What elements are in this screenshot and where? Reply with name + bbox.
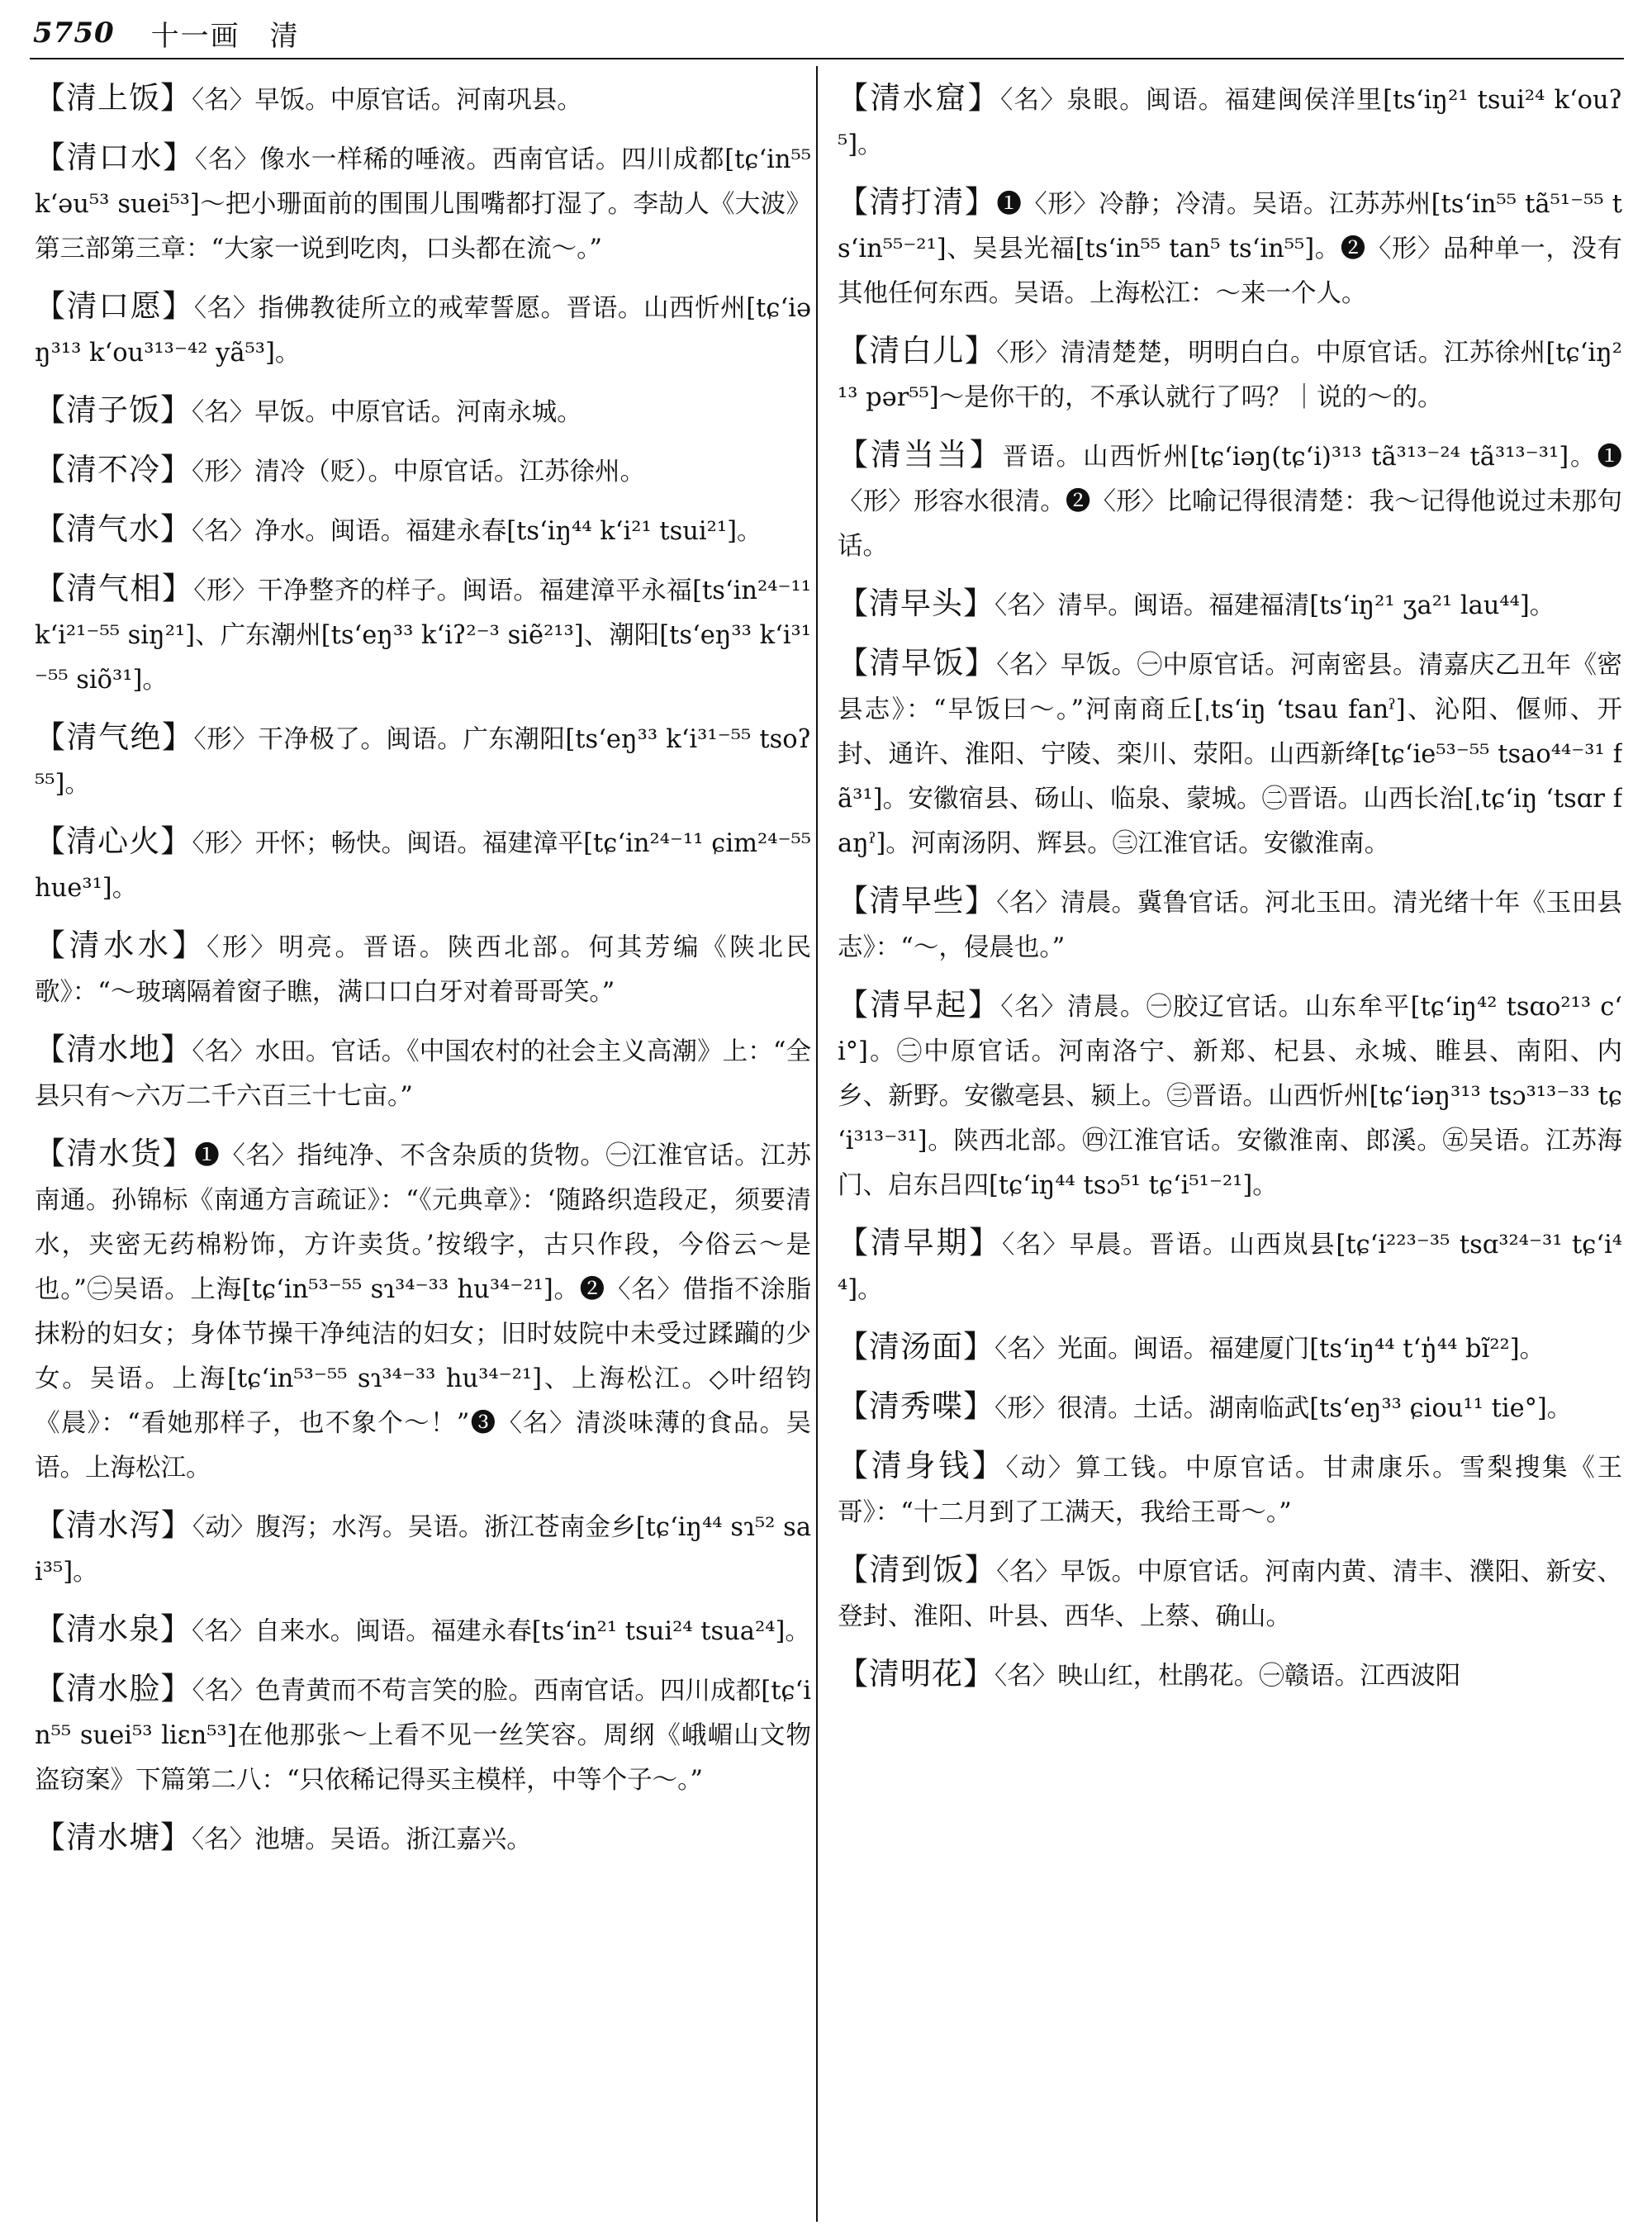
entry-headword: 【清秀喋】	[838, 1388, 995, 1424]
dictionary-entry	[35, 507, 811, 554]
entry-definition: 〈名〉早晨。晋语。山西岚县[tɕʻi²²³⁻³⁵ tsɑ³²⁴⁻³¹ tɕʻi⁴⁴]。	[838, 1231, 1622, 1304]
entry-definition: 〈形〉干净极了。闽语。广东潮阳[tsʻeŋ³³ kʻi³¹⁻⁵⁵ tsoʔ⁵⁵]。	[35, 725, 811, 799]
dictionary-entry	[35, 1503, 811, 1595]
entry-definition: 〈名〉光面。闽语。福建厦门[tsʻiŋ⁴⁴ tʻŋ̍⁴⁴ bĩ²²]。	[995, 1335, 1545, 1364]
dictionary-entry	[35, 819, 811, 911]
entry-definition: 〈形〉开怀；畅快。闽语。福建漳平[tɕʻin²⁴⁻¹¹ ɕim²⁴⁻⁵⁵ hue³¹]。	[35, 829, 811, 903]
entry-headword: 【清身钱】	[838, 1448, 1006, 1483]
entry-headword: 【清气水】	[35, 511, 192, 547]
dictionary-entry	[838, 76, 1622, 168]
right-column	[838, 76, 1622, 2223]
entry-headword: 【清水泻】	[35, 1507, 192, 1543]
entry-headword: 【清水地】	[35, 1032, 192, 1067]
entry-headword: 【清白儿】	[838, 333, 997, 368]
section-label: 十一画 清	[150, 19, 300, 53]
entry-headword: 【清心火】	[35, 823, 192, 859]
entry-headword: 【清到饭】	[838, 1552, 997, 1587]
column-divider	[816, 66, 818, 2222]
entry-headword: 【清不冷】	[35, 452, 192, 487]
entry-headword: 【清口愿】	[35, 288, 194, 324]
dictionary-entry	[838, 1384, 1622, 1431]
entry-definition: 〈名〉泉眼。闽语。福建闽侯洋里[tsʻiŋ²¹ tsui²⁴ kʻouʔ⁵]。	[838, 86, 1622, 159]
entry-headword: 【清早起】	[838, 987, 1001, 1022]
entry-definition: 〈名〉早饭。中原官话。河南巩县。	[192, 86, 582, 115]
dictionary-entry	[35, 135, 811, 272]
dictionary-entry	[35, 448, 811, 495]
entry-headword: 【清明花】	[838, 1656, 995, 1691]
header-rule	[30, 58, 1624, 59]
dictionary-entry	[838, 1221, 1622, 1312]
dictionary-entry	[35, 1815, 811, 1862]
entry-headword: 【清汤面】	[838, 1329, 995, 1364]
dictionary-entry	[35, 923, 811, 1015]
entry-headword: 【清水窟】	[838, 80, 1000, 116]
entry-definition: 〈名〉映山红，杜鹃花。㊀赣语。江西波阳	[995, 1662, 1461, 1691]
dictionary-entry	[838, 180, 1622, 316]
entry-definition: 〈名〉色青黄而不苟言笑的脸。西南官话。四川成都[tɕʻin⁵⁵ suei⁵³ liɛn⁵³]在他那张～上看不见一丝笑容。周纲《峨嵋山文物盗窃案》下篇第二八：“只依稀记得买主模样，中等个子～。”	[35, 1677, 811, 1795]
entry-headword: 【清早头】	[838, 586, 995, 621]
entry-definition: 〈形〉清冷（贬）。中原官话。江苏徐州。	[192, 458, 645, 486]
entry-headword: 【清气绝】	[35, 719, 194, 755]
entry-definition: 〈名〉早饭。中原官话。河南内黄、清丰、濮阳、新安、登封、淮阳、叶县、西华、上蔡、确山。	[838, 1558, 1622, 1631]
left-column	[35, 76, 811, 2223]
page-header	[33, 15, 1619, 51]
entry-headword: 【清口水】	[35, 140, 195, 175]
dictionary-entry	[838, 1652, 1622, 1699]
dictionary-entry	[35, 715, 811, 807]
entry-headword: 【清水塘】	[35, 1820, 192, 1855]
entry-definition: 〈名〉早饭。㊀中原官话。河南密县。清嘉庆乙丑年《密县志》：“早饭曰～。”河南商丘[ˌtsʻiŋ ʻtsau fanˀ]、沁阳、偃师、开封、通许、淮阳、宁陵、栾川、荥阳。山西新绛[tɕʻie⁵³⁻⁵⁵ tsao⁴⁴⁻³¹ fã³¹]。安徽宿县、砀山、临泉、蒙城。㊁晋语。山西长治[ˌtɕʻiŋ ʻtsɑr faŋˀ]。河南汤阴、辉县。㊂江淮官话。安徽淮南。	[838, 651, 1622, 858]
entry-definition: 〈形〉明亮。晋语。陕西北部。何其芳编《陕北民歌》：“～玻璃隔着窗子瞧，满口口白牙对着哥哥笑。”	[35, 933, 811, 1007]
entry-definition: 〈动〉算工钱。中原官话。甘肃康乐。雪梨搜集《王哥》：“十二月到了工满天，我给王哥～。”	[838, 1454, 1622, 1527]
dictionary-entry	[838, 581, 1622, 629]
dictionary-entry	[838, 1548, 1622, 1639]
entry-definition: 〈形〉干净整齐的样子。闽语。福建漳平永福[tsʻin²⁴⁻¹¹ kʻi²¹⁻⁵⁵ siŋ²¹]、广东潮州[tsʻeŋ³³ kʻiʔ²⁻³ siẽ²¹³]、潮阳[tsʻeŋ³³ kʻi³¹⁻⁵⁵ siõ³¹]。	[35, 576, 811, 695]
entry-headword: 【清早期】	[838, 1225, 1002, 1260]
entry-headword: 【清水脸】	[35, 1671, 192, 1706]
entry-headword: 【清打清】	[838, 184, 997, 220]
dictionary-entry	[35, 1607, 811, 1654]
dictionary-entry	[35, 1667, 811, 1803]
page-number: 5750	[33, 17, 115, 50]
entry-definition: 〈名〉清早。闽语。福建福清[tsʻiŋ²¹ ʒa²¹ lau⁴⁴]。	[995, 591, 1555, 620]
entry-definition: 〈名〉净水。闽语。福建永春[tsʻiŋ⁴⁴ kʻi²¹ tsui²¹]。	[192, 517, 762, 546]
entry-definition: 〈名〉像水一样稀的唾液。西南官话。四川成都[tɕʻin⁵⁵ kʻəu⁵³ suei⁵³]～把小珊面前的围围儿围嘴都打湿了。李劼人《大波》第三部第三章：“大家一说到吃肉，口头都在流～。”	[35, 145, 811, 263]
entry-headword: 【清水泉】	[35, 1611, 192, 1647]
entry-definition: 〈动〉腹泻；水泻。吴语。浙江苍南金乡[tɕʻiŋ⁴⁴ sɿ⁵² sai³⁵]。	[35, 1513, 811, 1587]
entry-definition: ❶〈形〉冷静；冷清。吴语。江苏苏州[tsʻin⁵⁵ tã⁵¹⁻⁵⁵ tsʻin⁵⁵⁻²¹]、吴县光福[tsʻin⁵⁵ tan⁵ tsʻin⁵⁵]。❷〈形〉品种单一，没有其他任何东西。吴语。上海松江：～来一个人。	[838, 190, 1622, 308]
dictionary-entry	[35, 1132, 811, 1491]
entry-definition: 晋语。山西忻州[tɕʻiəŋ(tɕʻi)³¹³ tã³¹³⁻²⁴ tã³¹³⁻³¹]。❶〈形〉形容水很清。❷〈形〉比喻记得很清楚：我～记得他说过未那句话。	[838, 443, 1622, 561]
entry-definition: 〈名〉池塘。吴语。浙江嘉兴。	[192, 1825, 532, 1854]
entry-headword: 【清上饭】	[35, 80, 192, 116]
dictionary-entry	[35, 1027, 811, 1119]
entry-definition: 〈名〉水田。官话。《中国农村的社会主义高潮》上：“全县只有～六万二千六百三十七亩。”	[35, 1037, 811, 1111]
entry-headword: 【清气相】	[35, 571, 194, 606]
dictionary-entry	[35, 567, 811, 703]
dictionary-entry	[838, 329, 1622, 420]
dictionary-entry	[838, 1325, 1622, 1372]
entry-definition: 〈名〉清晨。㊀胶辽官话。山东牟平[tɕʻiŋ⁴² tsɑo²¹³ cʻi°]。㊁中原官话。河南洛宁、新郑、杞县、永城、睢县、南阳、内乡、新野。安徽亳县、颍上。㊂晋语。山西忻州[tɕʻiəŋ³¹³ tsɔ³¹³⁻³³ tɕʻi³¹³⁻³¹]。陕西北部。㊃江淮官话。安徽淮南、郎溪。㊄吴语。江苏海门、启东吕四[tɕʻiŋ⁴⁴ tsɔ⁵¹ tɕʻi⁵¹⁻²¹]。	[838, 993, 1622, 1200]
entry-headword: 【清水货】	[35, 1136, 195, 1171]
entry-definition: 〈名〉自来水。闽语。福建永春[tsʻin²¹ tsui²⁴ tsua²⁴]。	[192, 1617, 810, 1646]
dictionary-entry	[838, 433, 1622, 569]
dictionary-entry	[838, 983, 1622, 1208]
dictionary-entry	[35, 76, 811, 123]
entry-headword: 【清早饭】	[838, 645, 997, 681]
entry-definition: 〈名〉清晨。冀鲁官话。河北玉田。清光绪十年《玉田县志》：“～，侵晨也。”	[838, 889, 1622, 962]
entry-definition: ❶〈名〉指纯净、不含杂质的货物。㊀江淮官话。江苏南通。孙锦标《南通方言疏证》：“《元典章》：‘随路织造段疋，须要清水，夹密无药棉粉饰，方许卖货。’按缎字，古只作段，今俗云～是也。”㊁吴语。上海[tɕʻin⁵³⁻⁵⁵ sɿ³⁴⁻³³ hu³⁴⁻²¹]。❷〈名〉借指不涂脂抹粉的妇女；身体节操干净纯洁的妇女；旧时妓院中未受过蹂躏的少女。吴语。上海[tɕʻin⁵³⁻⁵⁵ sɿ³⁴⁻³³ hu³⁴⁻²¹]、上海松江。◇叶绍钧《晨》：“看她那样子，也不象个～！”❸〈名〉清淡味薄的食品。吴语。上海松江。	[35, 1141, 811, 1483]
entry-headword: 【清当当】	[838, 437, 1003, 472]
dictionary-entry	[35, 388, 811, 435]
entry-headword: 【清水水】	[35, 928, 207, 963]
dictionary-entry	[838, 641, 1622, 866]
entry-headword: 【清子饭】	[35, 392, 192, 428]
dictionary-entry	[35, 284, 811, 376]
entry-definition: 〈形〉很清。土话。湖南临武[tsʻeŋ³³ ɕiou¹¹ tie°]。	[995, 1394, 1573, 1423]
entry-definition: 〈名〉指佛教徒所立的戒荤誓愿。晋语。山西忻州[tɕʻiəŋ³¹³ kʻou³¹³⁻⁴² yã⁵³]。	[35, 294, 811, 368]
entry-headword: 【清早些】	[838, 883, 997, 918]
dictionary-entry	[838, 879, 1622, 970]
entry-definition: 〈形〉清清楚楚，明明白白。中原官话。江苏徐州[tɕʻiŋ²¹³ pər⁵⁵]～是你干的，不承认就行了吗？｜说的～的。	[838, 339, 1622, 412]
entry-definition: 〈名〉早饭。中原官话。河南永城。	[192, 398, 582, 427]
dictionary-entry	[838, 1444, 1622, 1535]
